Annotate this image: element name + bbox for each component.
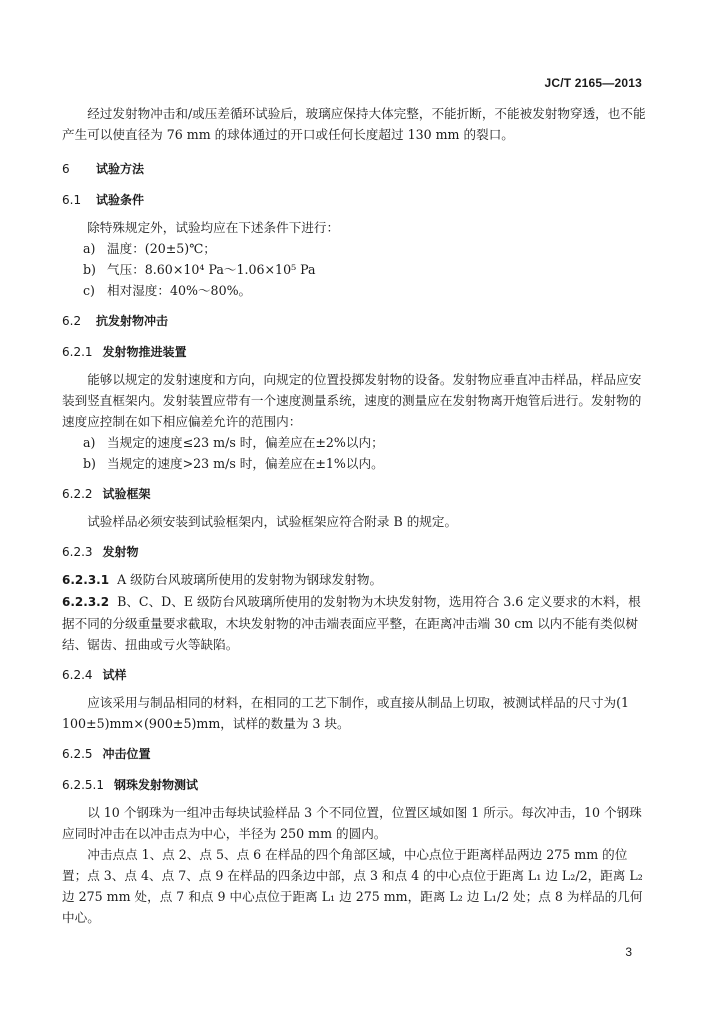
clause-number: 6.2.3.1 (62, 573, 110, 587)
frame-paragraph: 试验样品必须安装到试验框架内，试验框架应符合附录 B 的规定。 (87, 514, 458, 529)
page-number: 3 (625, 945, 632, 959)
clause-text: A 级防台风玻璃所使用的发射物为钢球发射物。 (117, 572, 383, 587)
section-number: 6.2 (62, 314, 82, 328)
section-title: 试验条件 (96, 193, 145, 207)
item-text: 相对湿度：40%～80%。 (107, 283, 252, 298)
item-text: 当规定的速度≤23 m/s 时，偏差应在±2%以内； (107, 435, 384, 450)
section-6-2-3-heading (62, 542, 646, 563)
clause-number: 6.2.3.2 (62, 595, 110, 609)
clause-6-2-3-1 (62, 569, 646, 591)
section-6-2-1-heading (62, 342, 646, 363)
condition-item (62, 238, 646, 259)
section-number: 6.2.5 (62, 747, 93, 761)
speed-item (62, 432, 646, 453)
item-text: 温度：(20±5)℃； (107, 241, 216, 256)
clause-6-2-3-2 (62, 591, 646, 655)
section-number: 6.2.2 (62, 487, 93, 501)
clause-text: B、C、D、E 级防台风玻璃所使用的发射物为木块发射物，选用符合 3.6 定义要求的木料，根据不同的分级重量要求截取，木块发射物的冲击端表面应平整，在距离冲击端 30 cm 以内不能有类似树结、锯齿、扭曲或亏火等缺陷。 (62, 594, 641, 652)
section-title: 抗发射物冲击 (96, 314, 169, 328)
section-6-2-4-heading (62, 665, 646, 686)
section-number: 6.1 (62, 193, 82, 207)
item-label: a) (83, 241, 96, 256)
section-title: 试验框架 (102, 487, 151, 501)
condition-item (62, 280, 646, 301)
section-6-heading (62, 159, 646, 180)
standard-code: JC/T 2165—2013 (544, 76, 642, 90)
conditions-intro: 除特殊规定外，试验均应在下述条件下进行： (87, 220, 340, 235)
steel-ball-paragraph: 以 10 个钢珠为一组冲击每块试验样品 3 个不同位置，位置区域如图 1 所示。每次冲击，10 个钢珠应同时冲击在以冲击点为中心，半径为 250 mm 的圆内。 (62, 805, 642, 841)
specimen-paragraph: 应该采用与制品相同的材料，在相同的工艺下制作，或直接从制品上切取，被测试样品的尺寸为(1 100±5)mm×(900±5)mm，试样的数量为 3 块。 (62, 695, 630, 731)
section-title: 冲击位置 (102, 747, 151, 761)
item-label: b) (83, 456, 96, 471)
section-number: 6 (62, 162, 70, 176)
section-6-2-2-heading (62, 484, 646, 505)
section-title: 发射物推进装置 (102, 345, 187, 359)
condition-item (62, 259, 646, 280)
document-body (62, 103, 646, 928)
intro-paragraph: 经过发射物冲击和/或压差循环试验后，玻璃应保持大体完整，不能折断，不能被发射物穿透，也不能产生可以使直径为 76 mm 的球体通过的开口或任何长度超过 130 mm 的裂口。 (62, 106, 646, 142)
section-6-1-heading (62, 190, 646, 211)
section-number: 6.2.5.1 (62, 778, 104, 792)
launcher-paragraph: 能够以规定的发射速度和方向，向规定的位置投掷发射物的设备。发射物应垂直冲击样品，样品应安装到竖直框架内。发射装置应带有一个速度测量系统，速度的测量应在发射物离开炮管后进行。发射物的速度应控制在如下相应偏差允许的范围内： (62, 372, 642, 429)
section-title: 试验方法 (96, 162, 145, 176)
item-text: 当规定的速度>23 m/s 时，偏差应在±1%以内。 (107, 456, 384, 471)
section-title: 钢珠发射物测试 (113, 778, 198, 792)
section-6-2-5-heading (62, 744, 646, 765)
item-label: a) (83, 435, 96, 450)
section-number: 6.2.1 (62, 345, 93, 359)
item-label: c) (83, 283, 95, 298)
section-6-2-5-1-heading (62, 775, 646, 796)
section-6-2-heading (62, 311, 646, 332)
item-text: 气压：8.60×10⁴ Pa～1.06×10⁵ Pa (107, 262, 316, 277)
item-label: b) (83, 262, 96, 277)
speed-item (62, 453, 646, 474)
section-title: 试样 (102, 668, 127, 682)
section-number: 6.2.4 (62, 668, 93, 682)
section-title: 发射物 (102, 545, 139, 559)
impact-points-paragraph: 冲击点点 1、点 2、点 5、点 6 在样品的四个角部区域，中心点位于距离样品两边 275 mm 的位置；点 3、点 4、点 7、点 9 在样品的四条边中部，点 3 和点 4 的中心点位于距离 L₁ 边 L₂/2，距离 L₂ 边 275 mm 处，点 7 和点 9 中心点位于距离 L₁ 边 275 mm，距离 L₂ 边 L₁/2 处；点 8 为样品的几何中心。 (62, 847, 643, 925)
section-number: 6.2.3 (62, 545, 93, 559)
